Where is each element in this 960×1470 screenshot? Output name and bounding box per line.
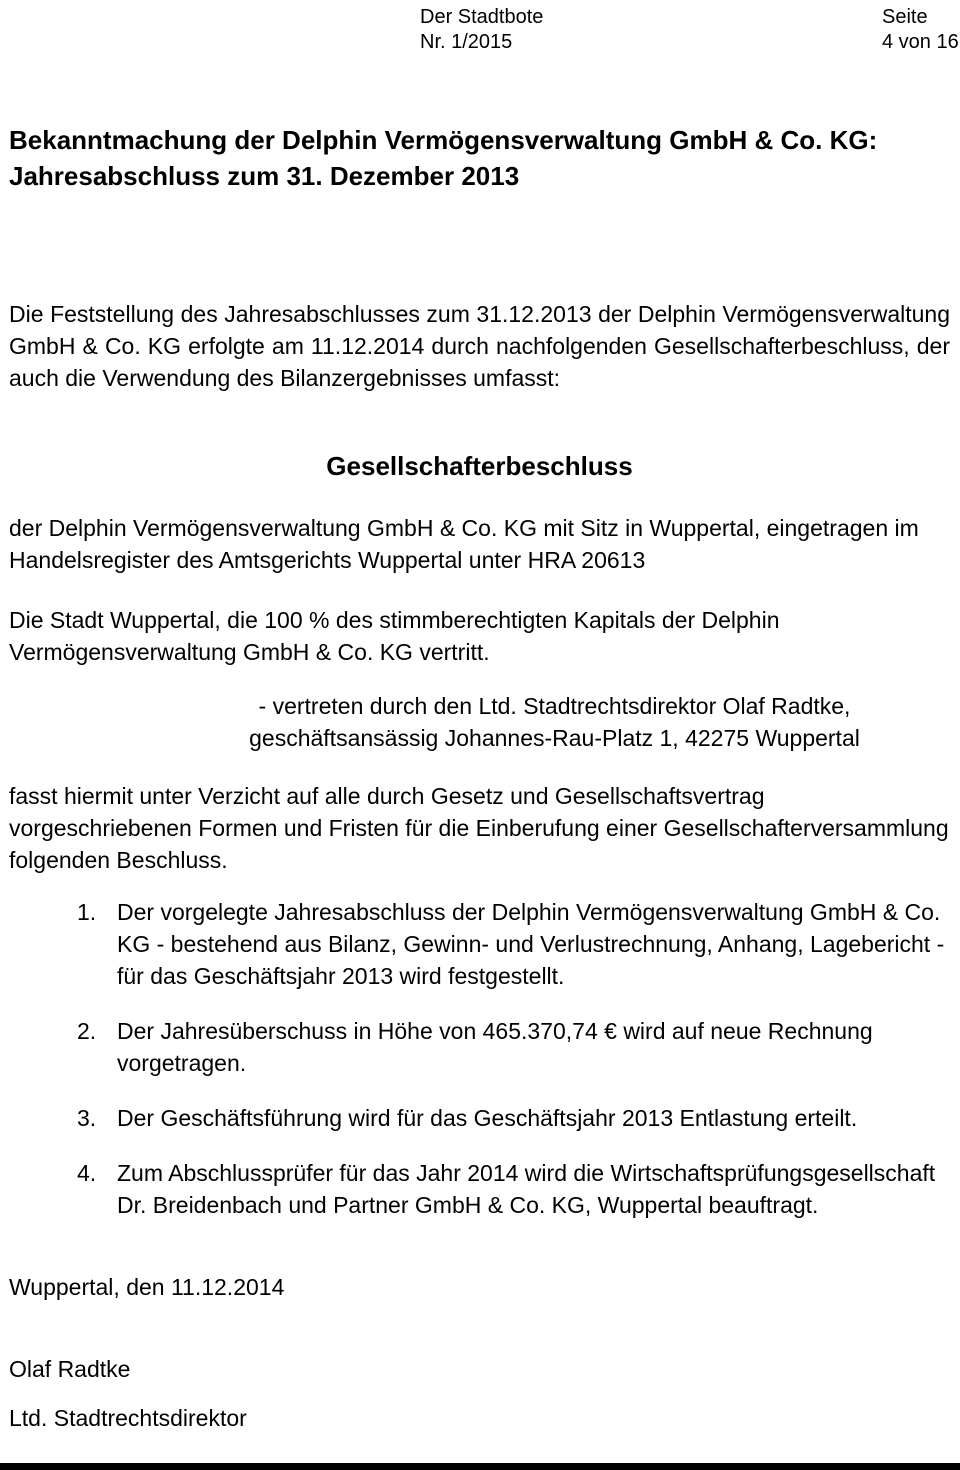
resolution-number: 3. (77, 1105, 97, 1131)
representative-line-1: - vertreten durch den Ltd. Stadtrechtsdirektor Olaf Radtke, (258, 693, 851, 719)
page-header (0, 0, 960, 60)
publication-name: Der Stadtbote (420, 6, 544, 28)
representative-line-2: geschäftsansässig Johannes-Rau-Platz 1, 42275 Wuppertal (249, 725, 860, 751)
resolution-item (77, 1015, 950, 1079)
shareholder-paragraph: Die Stadt Wuppertal, die 100 % des stimmberechtigten Kapitals der Delphin Vermögensverwaltung GmbH & Co. KG vertritt. (9, 607, 780, 665)
signatory-name: Olaf Radtke (9, 1356, 131, 1382)
resolution-text: Der Geschäftsführung wird für das Geschäftsjahr 2013 Entlastung erteilt. (117, 1105, 858, 1131)
resolution-number: 2. (77, 1018, 97, 1044)
resolution-text: Der Jahresüberschuss in Höhe von 465.370,74 € wird auf neue Rechnung vorgetragen. (117, 1018, 873, 1076)
resolution-number: 4. (77, 1160, 97, 1186)
document-title-line-2: Jahresabschluss zum 31. Dezember 2013 (9, 161, 520, 191)
resolution-preamble: fasst hiermit unter Verzicht auf alle durch Gesetz und Gesellschaftsvertrag vorgeschriebenen Formen und Fristen für die Einberufung einer Gesellschafterversammlung folgenden Beschluss. (9, 783, 949, 873)
page-bottom-edge (0, 1463, 960, 1470)
resolution-text: Der vorgelegte Jahresabschluss der Delphin Vermögensverwaltung GmbH & Co. KG - bestehend aus Bilanz, Gewinn- und Verlustrechnung, Anhang, Lagebericht - für das Geschäftsjahr 2013 wird festgestellt. (117, 899, 945, 989)
resolution-number: 1. (77, 899, 97, 925)
page-label: Seite (882, 6, 928, 28)
company-paragraph: der Delphin Vermögensverwaltung GmbH & Co. KG mit Sitz in Wuppertal, eingetragen im Handelsregister des Amtsgerichts Wuppertal unter HRA 20613 (9, 515, 919, 573)
issue-number: Nr. 1/2015 (420, 31, 513, 53)
document-title (9, 122, 950, 194)
resolution-item (77, 1157, 950, 1221)
document-title-line-1: Bekanntmachung der Delphin Vermögensverwaltung GmbH & Co. KG: (9, 125, 878, 155)
resolution-item (77, 896, 950, 992)
signatory-title: Ltd. Stadtrechtsdirektor (9, 1405, 247, 1431)
resolution-list (9, 896, 950, 1221)
page-number: 4 von 16 (882, 31, 959, 53)
intro-paragraph: Die Feststellung des Jahresabschlusses zum 31.12.2013 der Delphin Vermögensverwaltung GmbH & Co. KG erfolgte am 11.12.2014 durch nachfolgenden Gesellschafterbeschluss, der auch die Verwendung des Bilanzergebnisses umfasst: (9, 301, 950, 391)
resolution-item (77, 1102, 950, 1134)
representative-block (159, 690, 950, 754)
section-heading: Gesellschafterbeschluss (326, 451, 633, 481)
header-publication-block (420, 5, 543, 55)
place-date-line: Wuppertal, den 11.12.2014 (9, 1274, 285, 1300)
header-page-block (882, 5, 959, 55)
resolution-text: Zum Abschlussprüfer für das Jahr 2014 wird die Wirtschaftsprüfungsgesellschaft Dr. Breidenbach und Partner GmbH & Co. KG, Wuppertal beauftragt. (117, 1160, 936, 1218)
document-content (0, 122, 960, 1434)
